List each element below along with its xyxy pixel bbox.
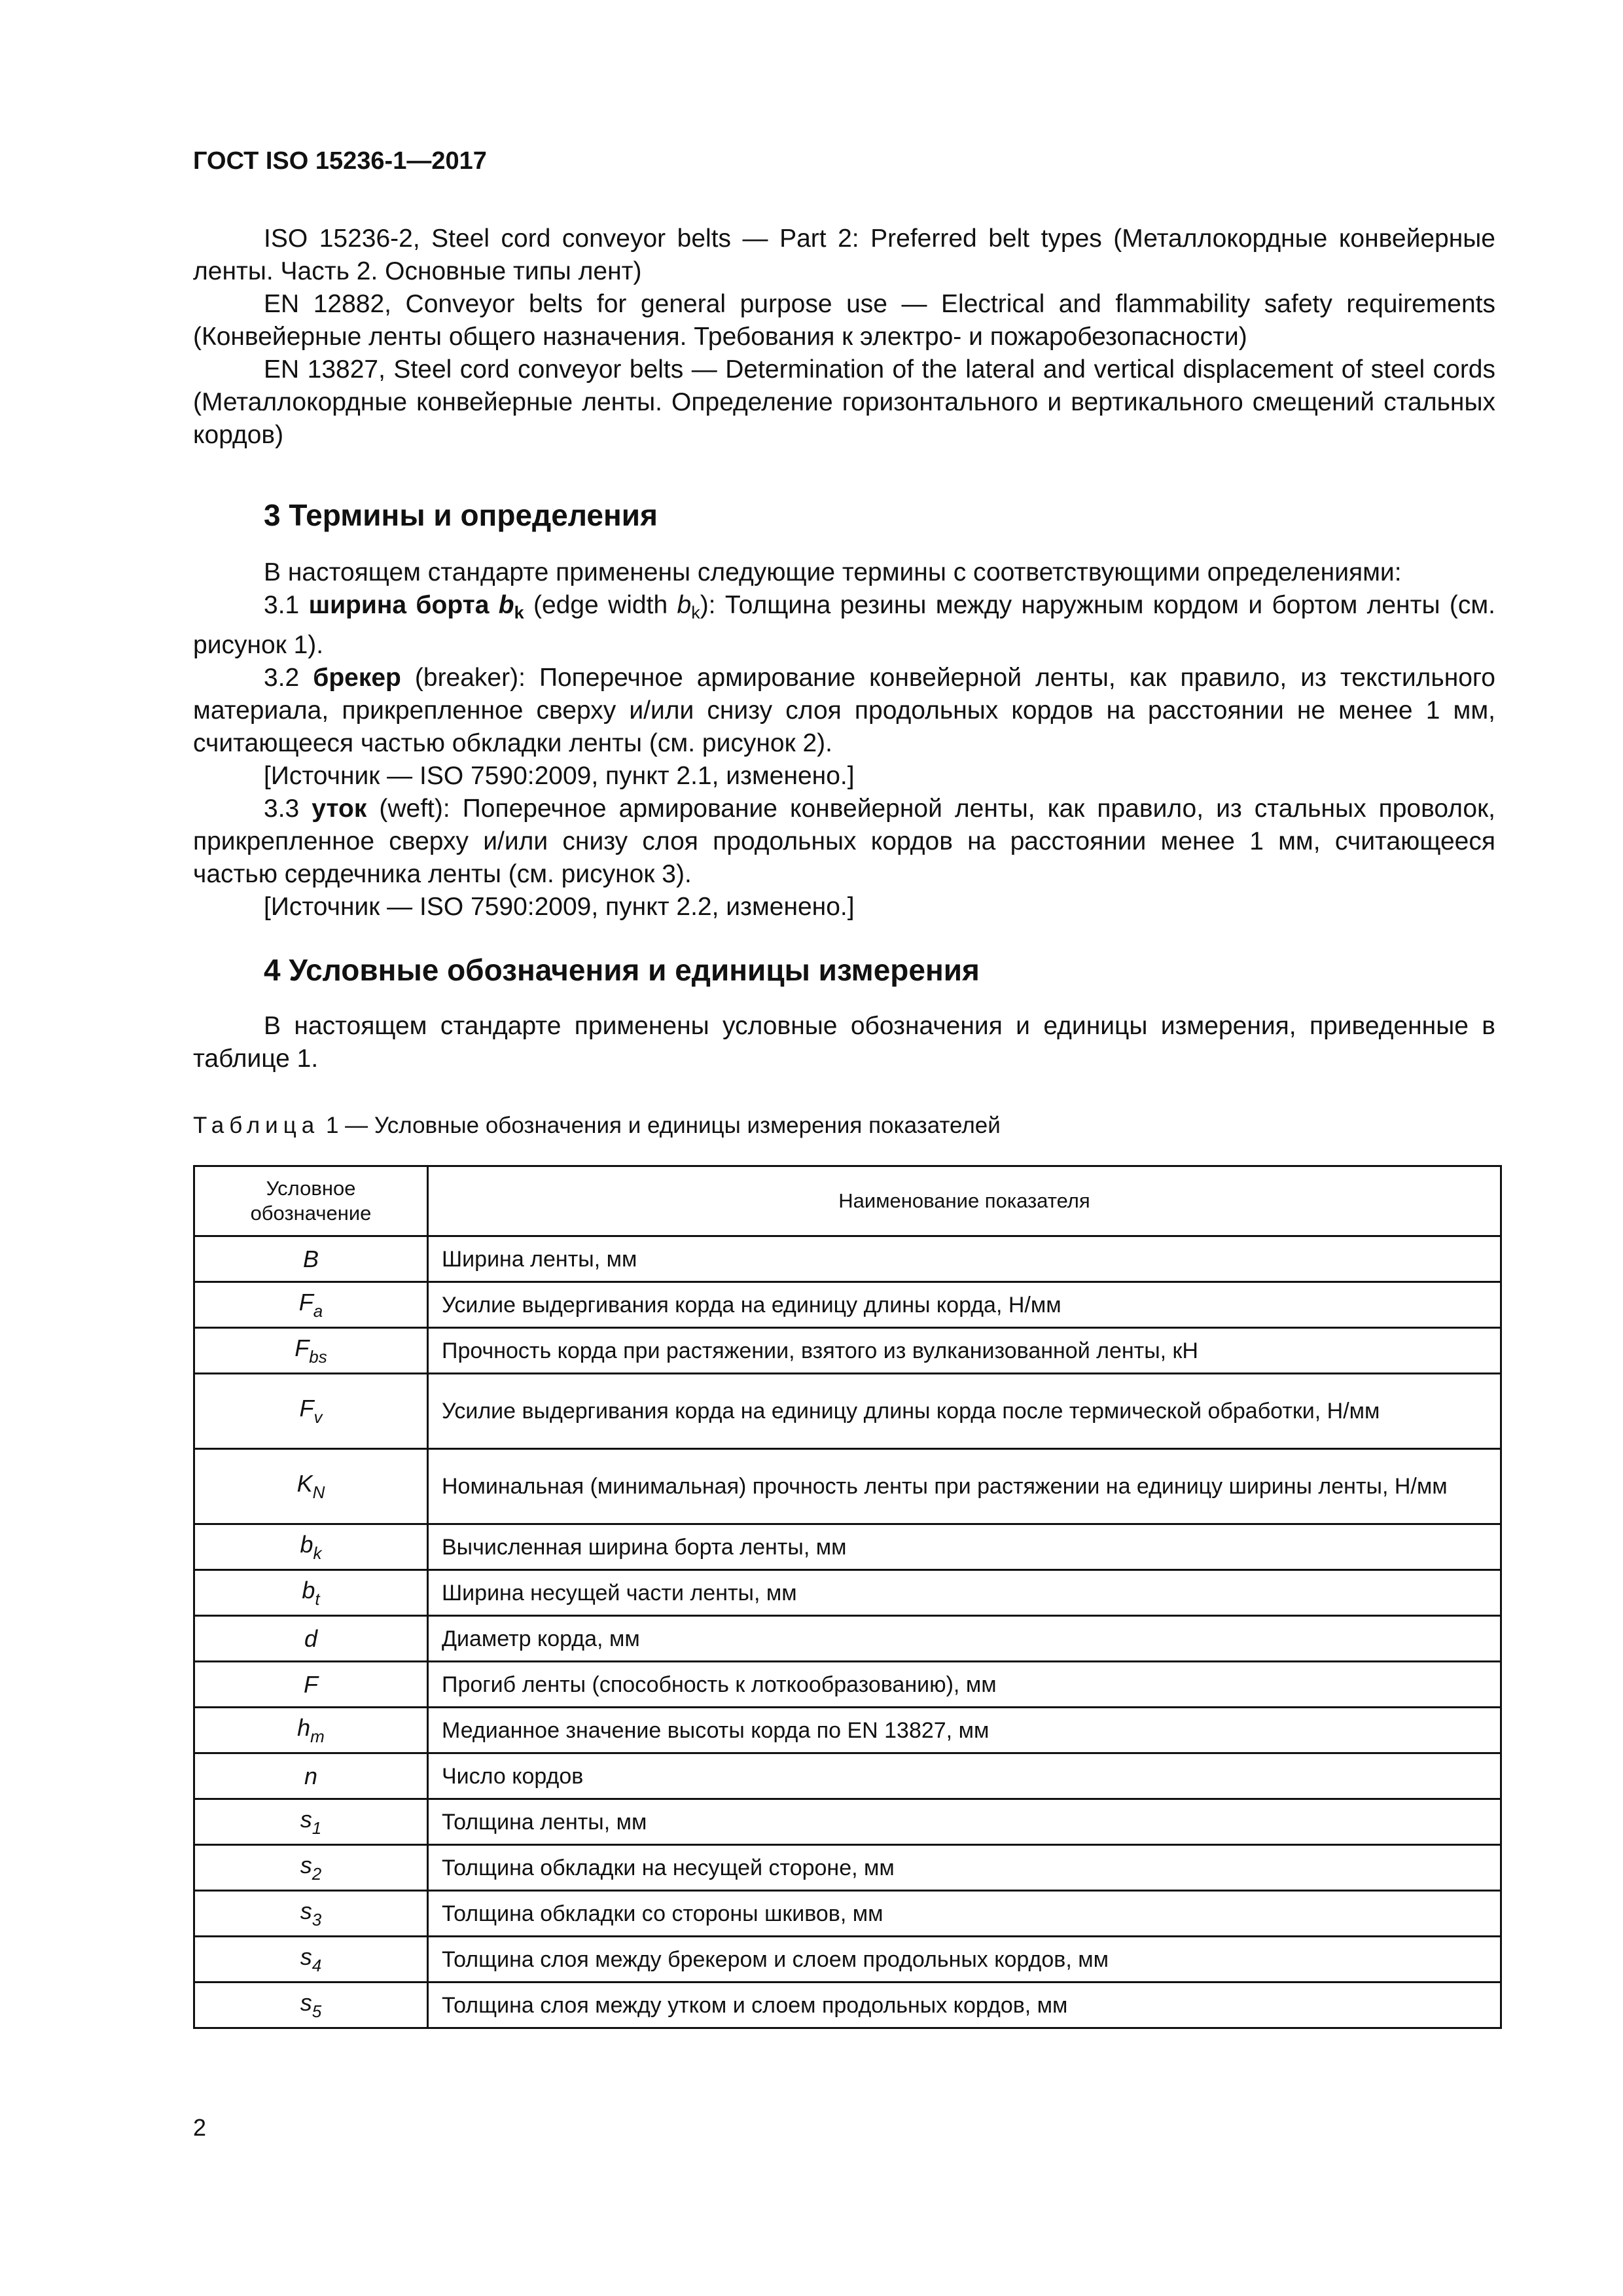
description-cell: Медианное значение высоты корда по EN 13827, мм [428,1708,1501,1753]
description-cell: Ширина несущей части ленты, мм [428,1570,1501,1616]
symbol-cell: $s_2$ [194,1845,428,1891]
reference-item: EN 13827, Steel cord conveyor belts — Determination of the lateral and vertical displacement of steel cords (Металлокордные конвейерные ленты. Определение горизонтального и вертикального смещений стальных кордов) [193,355,1495,449]
symbol-cell: n [194,1753,428,1799]
symbol-cell: $K_N$ [194,1449,428,1524]
description-cell: Прогиб ленты (способность к лоткообразованию), мм [428,1662,1501,1708]
section-4-body [193,1010,1495,1075]
symbols-table [193,1165,1502,2029]
description-cell: Толщина ленты, мм [428,1799,1501,1845]
table-row [194,1982,1501,2028]
description-cell: Число кордов [428,1753,1501,1799]
description-cell: Толщина обкладки со стороны шкивов, мм [428,1891,1501,1937]
table-header-symbol: Условное обозначение [194,1166,428,1236]
symbol-cell: $s_4$ [194,1937,428,1982]
description-cell: Толщина слоя между брекером и слоем продольных кордов, мм [428,1937,1501,1982]
table-row [194,1236,1501,1282]
table-row [194,1891,1501,1937]
description-cell: Прочность корда при растяжении, взятого из вулканизованной ленты, кН [428,1328,1501,1374]
table-row [194,1937,1501,1982]
table-caption: Таблица 1 — Условные обозначения и единицы измерения показателей [193,1113,1001,1138]
description-cell: Вычисленная ширина борта ленты, мм [428,1524,1501,1570]
symbol-cell: $F_a$ [194,1282,428,1328]
symbol-cell: $b_k$ [194,1524,428,1570]
description-cell: Номинальная (минимальная) прочность ленты при растяжении на единицу ширины ленты, Н/мм [428,1449,1501,1524]
term-3-3: 3.3 уток (weft): Поперечное армирование конвейерной ленты, как правило, из стальных проволок, прикрепленное сверху и/или снизу слоя продольных кордов на расстоянии менее 1 мм, считающееся частью сердечника ленты (см. рисунок 3). [193,795,1495,888]
table-row [194,1845,1501,1891]
table-row [194,1708,1501,1753]
table-row [194,1524,1501,1570]
table-row [194,1570,1501,1616]
section-3-intro: В настоящем стандарте применены следующие термины с соответствующими определениями: [264,558,1402,586]
table-row [194,1753,1501,1799]
table-header-name: Наименование показателя [428,1166,1501,1236]
term-3-1: 3.1 ширина борта $b_k$ (edge width $b_k$): Толщина резины между наружным кордом и бортом ленты (см. рисунок 1). [193,591,1495,659]
symbol-cell: $s_5$ [194,1982,428,2028]
symbol-cell: $s_1$ [194,1799,428,1845]
table-row [194,1449,1501,1524]
table-row [194,1799,1501,1845]
normative-references [193,223,1495,452]
table-row [194,1282,1501,1328]
symbol-cell: $F_v$ [194,1374,428,1449]
table-row [194,1616,1501,1662]
table-row [194,1328,1501,1374]
document-header: ГОСТ ISO 15236-1—2017 [193,147,487,175]
reference-item: EN 12882, Conveyor belts for general purpose use — Electrical and flammability safety requirements (Конвейерные ленты общего назначения. Требования к электро- и пожаробезопасности) [193,290,1495,351]
symbol-cell: $F_{bs}$ [194,1328,428,1374]
reference-item: ISO 15236-2, Steel cord conveyor belts — Part 2: Preferred belt types (Металлокордные конвейерные ленты. Часть 2. Основные типы лент) [193,224,1495,285]
description-cell: Усилие выдергивания корда на единицу длины корда, Н/мм [428,1282,1501,1328]
term-3-3-source: [Источник — ISO 7590:2009, пункт 2.2, изменено.] [264,893,855,921]
description-cell: Усилие выдергивания корда на единицу длины корда после термической обработки, Н/мм [428,1374,1501,1449]
term-3-2: 3.2 брекер (breaker): Поперечное армирование конвейерной ленты, как правило, из текстильного материала, прикрепленное сверху и/или снизу слоя продольных кордов на расстоянии не менее 1 мм, считающееся частью обкладки ленты (см. рисунок 2). [193,664,1495,757]
symbol-cell: B [194,1236,428,1282]
table-row [194,1374,1501,1449]
term-3-2-source: [Источник — ISO 7590:2009, пункт 2.1, изменено.] [264,762,855,790]
symbol-cell: d [194,1616,428,1662]
table-row [194,1662,1501,1708]
page-number: 2 [193,2114,207,2141]
description-cell: Диаметр корда, мм [428,1616,1501,1662]
section-3-body [193,556,1495,924]
symbol-cell: F [194,1662,428,1708]
symbol-cell: $s_3$ [194,1891,428,1937]
symbol-cell: $h_m$ [194,1708,428,1753]
section-4-intro: В настоящем стандарте применены условные обозначения и единицы измерения, приведенные в таблице 1. [193,1012,1495,1073]
section-3-title: 3 Термины и определения [264,498,658,532]
symbol-cell: $b_t$ [194,1570,428,1616]
description-cell: Толщина обкладки на несущей стороне, мм [428,1845,1501,1891]
section-4-title: 4 Условные обозначения и единицы измерения [264,953,980,987]
description-cell: Толщина слоя между утком и слоем продольных кордов, мм [428,1982,1501,2028]
description-cell: Ширина ленты, мм [428,1236,1501,1282]
